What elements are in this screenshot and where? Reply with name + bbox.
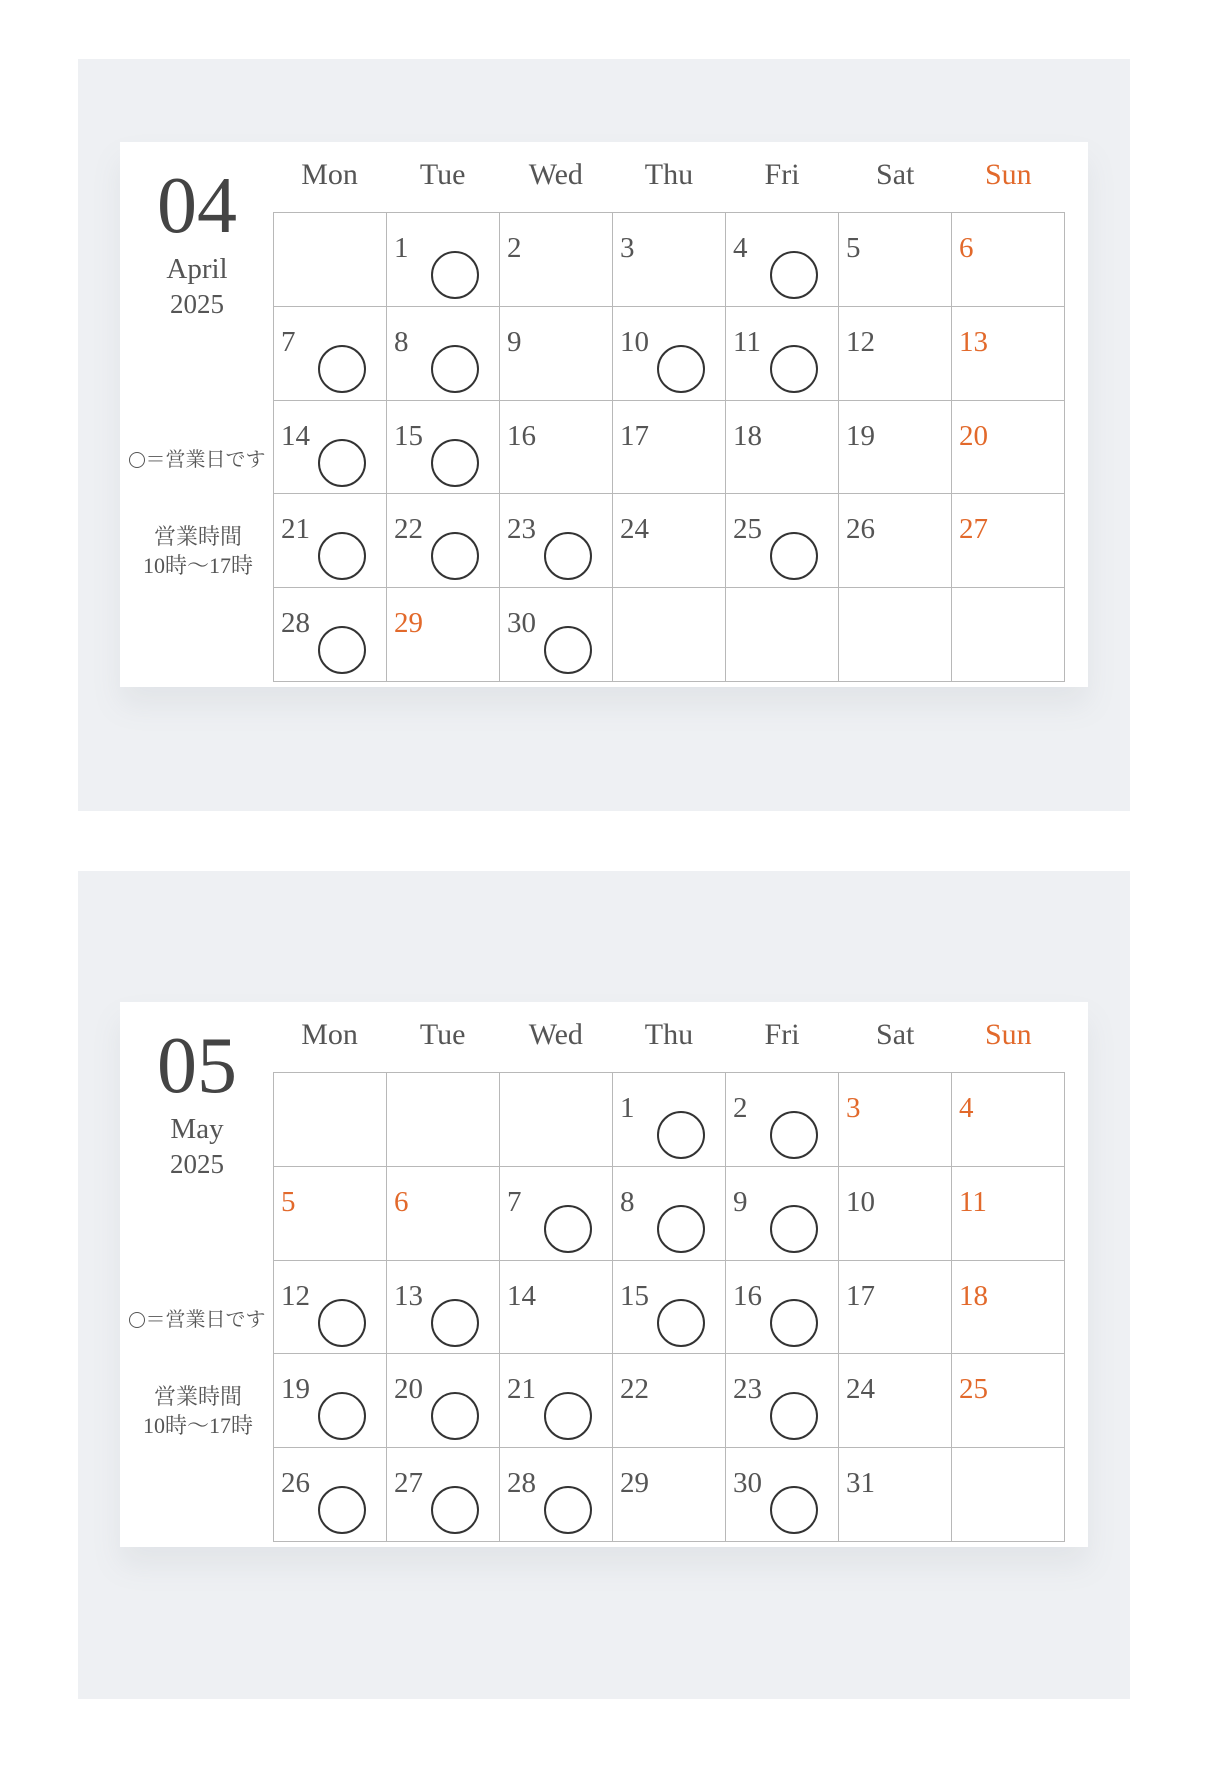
calendar-day-6 [952,213,1065,307]
circle-mark-icon [129,452,145,468]
calendar-day-27 [952,494,1065,588]
year: 2025 [170,289,224,319]
weekday-thu: Thu [644,158,694,191]
open-day-circle-icon [770,1392,818,1440]
open-day-circle-icon [318,1299,366,1347]
calendar-day-23 [500,494,613,588]
hours-range: 10時～17時 [142,553,253,578]
day-number: 4 [959,1092,974,1124]
day-number: 17 [620,419,649,452]
calendar-day-empty [952,588,1065,682]
open-day-circle-icon [544,1486,592,1534]
calendar-day-12 [274,1261,387,1355]
calendar-day-26 [839,494,952,588]
calendar-day-19 [274,1354,387,1448]
weekday-wed: Wed [528,1018,583,1051]
open-day-circle-icon [544,1205,592,1253]
calendar-day-16 [500,401,613,495]
calendar-day-13 [387,1261,500,1355]
weekday-wed: Wed [528,158,583,191]
calendar-day-12 [839,307,952,401]
day-number: 11 [733,325,761,358]
open-day-circle-icon [431,439,479,487]
weekday-sun: Sun [984,1018,1032,1051]
open-day-circle-icon [431,1299,479,1347]
day-number: 6 [959,232,974,264]
calendar-day-20 [387,1354,500,1448]
month-name: April [166,253,228,285]
day-number: 14 [507,1279,536,1312]
day-number: 2 [733,1092,748,1124]
calendar-day-29 [613,1448,726,1542]
calendar-grid [273,1072,1065,1542]
day-number: 14 [281,419,310,452]
weekday-sat: Sat [876,158,915,191]
calendar-day-4 [952,1073,1065,1167]
day-number: 28 [507,1467,536,1500]
day-number: 8 [620,1185,635,1218]
day-number: 27 [959,513,988,546]
calendar-day-empty [613,588,726,682]
day-number: 13 [394,1279,423,1312]
open-day-circle-icon [770,345,818,393]
calendar-day-15 [613,1261,726,1355]
hours-title: 営業時間 [153,1384,242,1409]
calendar-day-18 [952,1261,1065,1355]
weekday-header [273,1002,1065,1072]
weekday-sun: Sun [984,158,1032,191]
year: 2025 [170,1149,224,1179]
calendar-day-22 [613,1354,726,1448]
calendar-grid [273,212,1065,682]
calendar-day-5 [274,1167,387,1261]
calendar-day-empty [839,588,952,682]
calendar-day-18 [726,401,839,495]
day-number: 26 [281,1467,310,1500]
day-number: 9 [507,325,522,358]
day-number: 18 [959,1279,988,1312]
calendar-day-22 [387,494,500,588]
month-name: May [170,1113,224,1145]
calendar-card [120,142,1088,687]
open-day-circle-icon [657,1205,705,1253]
day-number: 26 [846,513,875,546]
calendar-day-17 [613,401,726,495]
open-day-circle-icon [431,1392,479,1440]
open-day-circle-icon [318,1486,366,1534]
calendar-day-21 [274,494,387,588]
day-number: 19 [846,419,875,452]
open-day-circle-icon [770,1299,818,1347]
open-day-circle-icon [318,439,366,487]
hours-range: 10時～17時 [142,1413,253,1438]
day-number: 30 [733,1467,762,1500]
weekday-mon: Mon [301,158,358,191]
calendar-day-empty [952,1448,1065,1542]
weekday-header [273,142,1065,212]
calendar-day-30 [500,588,613,682]
business-hours [126,1382,270,1440]
month-number: 04 [157,162,237,250]
day-number: 2 [507,232,522,264]
day-number: 11 [959,1185,987,1218]
calendar-day-10 [613,307,726,401]
calendar-day-empty [500,1073,613,1167]
day-number: 25 [959,1373,988,1406]
day-number: 31 [846,1467,875,1500]
open-day-circle-icon [770,532,818,580]
calendar-day-14 [500,1261,613,1355]
calendar-day-2 [726,1073,839,1167]
weekday-fri: Fri [764,158,800,191]
calendar-day-26 [274,1448,387,1542]
day-number: 5 [281,1185,296,1218]
calendar-day-16 [726,1261,839,1355]
day-number: 3 [846,1092,861,1124]
calendar-day-11 [726,307,839,401]
day-number: 13 [959,325,988,358]
calendar-card [120,1002,1088,1547]
day-number: 23 [507,513,536,546]
day-number: 28 [281,607,310,640]
calendar-day-25 [952,1354,1065,1448]
calendar-day-10 [839,1167,952,1261]
day-number: 3 [620,232,635,264]
business-day-legend [120,447,274,473]
calendar-day-29 [387,588,500,682]
calendar-day-28 [500,1448,613,1542]
open-day-circle-icon [544,532,592,580]
calendar-day-25 [726,494,839,588]
open-day-circle-icon [431,1486,479,1534]
business-hours [126,522,270,580]
april-calendar-panel [78,59,1130,811]
day-number: 8 [394,325,409,358]
open-day-circle-icon [544,626,592,674]
calendar-day-9 [500,307,613,401]
day-number: 18 [733,419,762,452]
calendar-day-11 [952,1167,1065,1261]
calendar-day-24 [613,494,726,588]
circle-mark-icon [129,1312,145,1328]
hours-title: 営業時間 [153,524,242,549]
calendar-day-empty [387,1073,500,1167]
open-day-circle-icon [770,1205,818,1253]
calendar-day-20 [952,401,1065,495]
open-day-circle-icon [318,626,366,674]
weekday-fri: Fri [764,1018,800,1051]
open-day-circle-icon [318,1392,366,1440]
month-number: 05 [157,1022,237,1110]
day-number: 20 [959,419,988,452]
weekday-tue: Tue [419,1018,466,1051]
day-number: 10 [620,325,649,358]
weekday-tue: Tue [419,158,466,191]
calendar-day-empty [274,1073,387,1167]
day-number: 5 [846,232,861,264]
weekday-sat: Sat [876,1018,915,1051]
calendar-day-8 [387,307,500,401]
legend-text: ＝営業日です [145,449,266,471]
calendar-day-27 [387,1448,500,1542]
calendar-day-30 [726,1448,839,1542]
day-number: 27 [394,1467,423,1500]
calendar-day-14 [274,401,387,495]
day-number: 10 [846,1185,875,1218]
open-day-circle-icon [657,1111,705,1159]
open-day-circle-icon [544,1392,592,1440]
calendar-day-1 [387,213,500,307]
open-day-circle-icon [770,251,818,299]
day-number: 17 [846,1279,875,1312]
calendar-day-31 [839,1448,952,1542]
calendar-day-4 [726,213,839,307]
calendar-day-empty [726,588,839,682]
open-day-circle-icon [657,1299,705,1347]
day-number: 30 [507,607,536,640]
legend-text: ＝営業日です [145,1309,266,1331]
calendar-day-8 [613,1167,726,1261]
weekday-thu: Thu [644,1018,694,1051]
weekday-mon: Mon [301,1018,358,1051]
day-number: 29 [620,1467,649,1500]
day-number: 16 [507,419,536,452]
calendar-day-empty [274,213,387,307]
open-day-circle-icon [431,345,479,393]
calendar-day-15 [387,401,500,495]
calendar-day-13 [952,307,1065,401]
day-number: 6 [394,1185,409,1218]
calendar-day-28 [274,588,387,682]
calendar-day-21 [500,1354,613,1448]
day-number: 15 [394,419,423,452]
day-number: 21 [507,1373,536,1406]
day-number: 21 [281,513,310,546]
calendar-day-6 [387,1167,500,1261]
calendar-day-17 [839,1261,952,1355]
business-day-legend [120,1307,274,1333]
calendar-day-19 [839,401,952,495]
day-number: 1 [394,232,409,264]
day-number: 24 [620,513,649,546]
day-number: 23 [733,1373,762,1406]
calendar-day-23 [726,1354,839,1448]
calendar-day-5 [839,213,952,307]
day-number: 12 [281,1279,310,1312]
day-number: 19 [281,1373,310,1406]
calendar-day-3 [839,1073,952,1167]
open-day-circle-icon [657,345,705,393]
calendar-day-2 [500,213,613,307]
day-number: 16 [733,1279,762,1312]
calendar-day-7 [500,1167,613,1261]
open-day-circle-icon [770,1111,818,1159]
open-day-circle-icon [318,345,366,393]
calendar-day-9 [726,1167,839,1261]
open-day-circle-icon [431,251,479,299]
day-number: 4 [733,232,748,264]
day-number: 25 [733,513,762,546]
day-number: 1 [620,1092,635,1124]
calendar-day-24 [839,1354,952,1448]
open-day-circle-icon [318,532,366,580]
day-number: 9 [733,1185,748,1218]
calendar-day-3 [613,213,726,307]
open-day-circle-icon [431,532,479,580]
calendar-day-1 [613,1073,726,1167]
day-number: 22 [620,1373,649,1406]
day-number: 7 [507,1185,522,1218]
open-day-circle-icon [770,1486,818,1534]
day-number: 7 [281,325,296,358]
day-number: 12 [846,325,875,358]
day-number: 22 [394,513,423,546]
day-number: 24 [846,1373,875,1406]
day-number: 29 [394,607,423,640]
may-calendar-panel [78,871,1130,1699]
day-number: 20 [394,1373,423,1406]
calendar-day-7 [274,307,387,401]
day-number: 15 [620,1279,649,1312]
